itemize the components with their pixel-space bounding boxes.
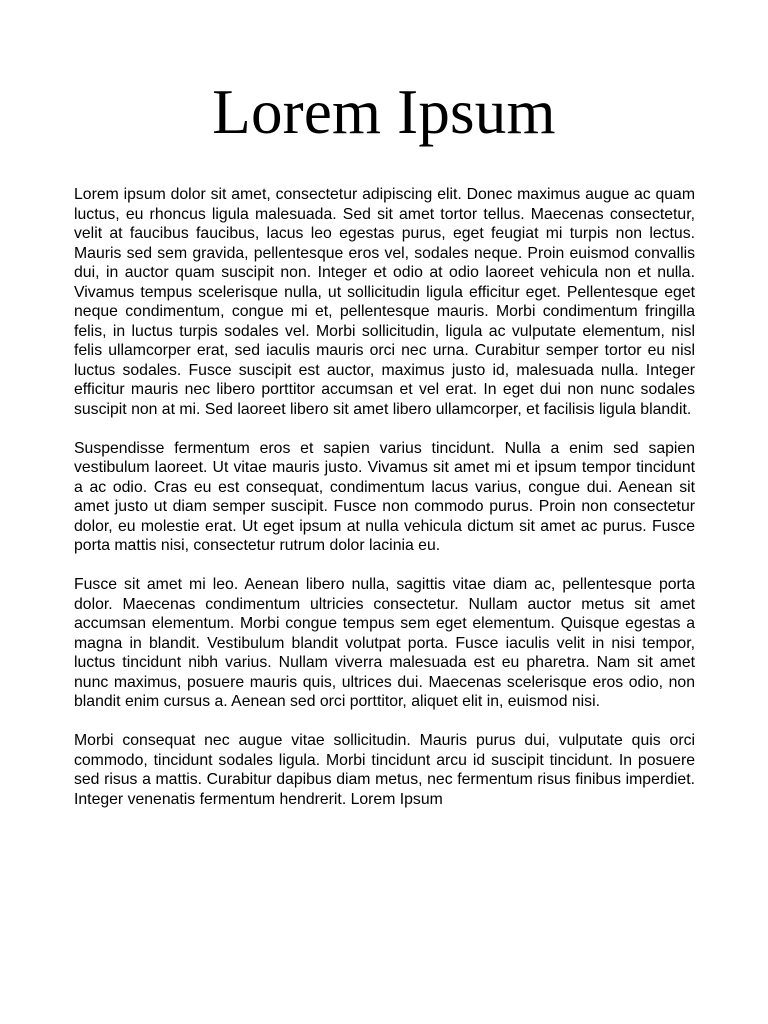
paragraph-1: Lorem ipsum dolor sit amet, consectetur adipiscing elit. Donec maximus augue ac quam luctus, eu rhoncus ligula malesuada. Sed sit amet tortor tellus. Maecenas consectetur, velit at faucibus faucibus, lacus leo egestas purus, eget feugiat mi turpis non lectus. Mauris sed sem gravida, pellentesque eros vel, sodales neque. Proin euismod convallis dui, in auctor quam suscipit non. Integer et odio at odio laoreet vehicula non et nulla. Vivamus tempus scelerisque nulla, ut sollicitudin ligula efficitur eget. Pellentesque eget neque condimentum, congue mi et, pellentesque mauris. Morbi condimentum fringilla felis, in luctus turpis sodales vel. Morbi sollicitudin, ligula ac vulputate elementum, nisl felis ullamcorper erat, sed iaculis mauris orci nec urna. Curabitur semper tortor eu nisl luctus sodales. Fusce suscipit est auctor, maximus justo id, malesuada nulla. Integer efficitur mauris nec libero porttitor accumsan et vel erat. In eget dui non nunc sodales suscipit non at mi. Sed laoreet libero sit amet libero ullamcorper, et facilisis ligula blandit. — [74, 186, 695, 418]
document-body — [74, 185, 695, 809]
paragraph-2: Suspendisse fermentum eros et sapien varius tincidunt. Nulla a enim sed sapien vestibulum laoreet. Ut vitae mauris justo. Vivamus sit amet mi et ipsum tempor tincidunt a ac odio. Cras eu est consequat, condimentum lacus varius, congue dui. Aenean sit amet justo ut diam semper suscipit. Fusce non commodo purus. Proin non consectetur dolor, eu molestie erat. Ut eget ipsum at nulla vehicula dictum sit amet ac purus. Fusce porta mattis nisi, consectetur rutrum dolor lacinia eu. — [74, 439, 695, 554]
paragraph-3: Fusce sit amet mi leo. Aenean libero nulla, sagittis vitae diam ac, pellentesque porta dolor. Maecenas condimentum ultricies consectetur. Nullam auctor metus sit amet accumsan elementum. Morbi congue tempus sem eget elementum. Quisque egestas a magna in blandit. Vestibulum blandit volutpat porta. Fusce iaculis velit in nisi tempor, luctus tincidunt nibh varius. Nullam viverra malesuada est eu pharetra. Nam sit amet nunc maximus, posuere mauris quis, ultrices dui. Maecenas scelerisque eros odio, non blandit enim cursus a. Aenean sed orci porttitor, aliquet elit in, euismod nisi. — [74, 576, 695, 710]
document-title: Lorem Ipsum — [212, 77, 556, 147]
paragraph-4: Morbi consequat nec augue vitae sollicitudin. Mauris purus dui, vulputate quis orci commodo, tincidunt sodales ligula. Morbi tincidunt arcu id suscipit tincidunt. In posuere sed risus a mattis. Curabitur dapibus diam metus, nec fermentum risus finibus imperdiet. Integer venenatis fermentum hendrerit. Lorem Ipsum — [74, 732, 695, 808]
